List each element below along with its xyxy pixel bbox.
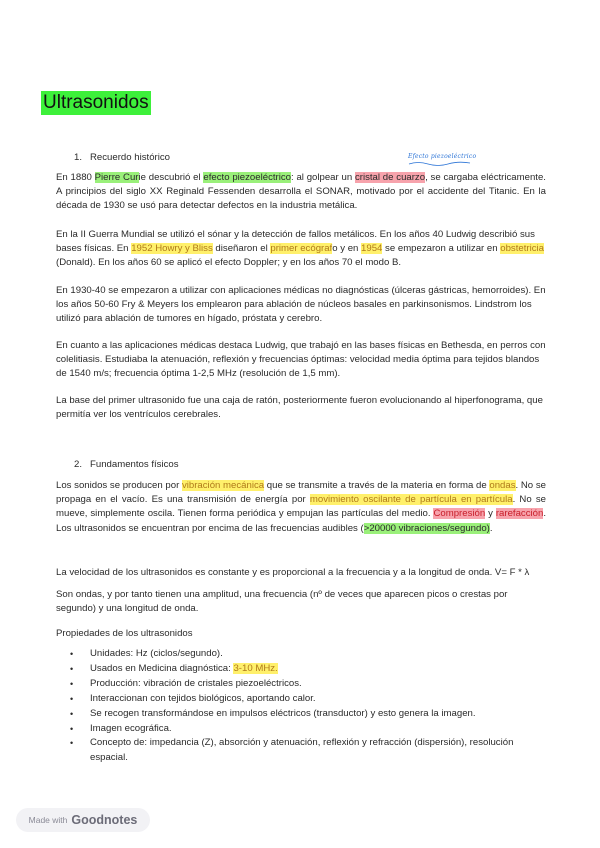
history-paragraph-3: En 1930-40 se empezaron a utilizar con aplicaciones médicas no diagnósticas (úlceras gástricas, hemorroides). En los años 50-60 Fry & Meyers los emplearon para ablación de núcleos basales en parkinsonismos. Lindstrom los utilizó para ablación de tumores en hígado, próstata y cerebro. xyxy=(56,285,546,325)
list-item-text: Producción: vibración de cristales piezoeléctricos. xyxy=(90,677,302,689)
list-item xyxy=(56,647,536,662)
bullet-icon: • xyxy=(70,738,74,749)
highlight-primer-ecografo: primer ecógraf xyxy=(270,243,333,255)
section-heading-physics xyxy=(74,458,179,471)
highlight-cristal-cuarzo: cristal de cuarzo xyxy=(354,172,426,183)
text: se empezaron a utilizar en xyxy=(382,243,501,255)
list-item xyxy=(56,722,536,737)
bullet-icon: • xyxy=(70,693,74,704)
bullet-icon: • xyxy=(70,678,74,689)
bullet-icon: • xyxy=(70,663,74,674)
highlight-vibracion-mecanica: vibración mecánica xyxy=(181,480,265,491)
history-paragraph-2 xyxy=(56,228,546,271)
text: . No se propaga en el vacío. Es una transmisión de energía por xyxy=(56,480,546,506)
history-paragraph-4: En cuanto a las aplicaciones médicas destaca Ludwig, que trabajó en las bases físicas en Bethesda, en perros con colelitiasis. Estudiaba la atenuación, reflexión y frecuencias óptimas: velocidad media óptima para tejidos blandos de 1540 m/s; frecuencia óptima 1-2,5 MHz (resolución de 1,5 mm). xyxy=(56,340,546,380)
text: , se cargaba eléctricamente. A principios del siglo XX Reginald Fessenden desarrolla el SONAR, motivado por el accidente del Titanic. En la década de 1930 se usó para detectar defectos en la industria metálica. xyxy=(56,172,546,212)
list-item-text: Se recogen transformándose en impulsos eléctricos (transductor) y esto genera la imagen. xyxy=(90,707,476,719)
highlight-obstetricia: obstetricia xyxy=(500,243,544,255)
text: diseñaron el xyxy=(212,243,271,255)
highlight-rarefaccion: rarefacción xyxy=(495,508,544,520)
physics-paragraph-3: Son ondas, y por tanto tienen una amplitud, una frecuencia (nº de veces que aparecen picos o crestas por segundo) y una longitud de onda. xyxy=(56,589,508,615)
text: o y en xyxy=(332,243,362,255)
text: . Los ultrasonidos se encuentran por encima de las frecuencias audibles ( xyxy=(56,508,546,534)
pen-stroke-icon xyxy=(408,161,472,167)
list-item xyxy=(56,677,536,692)
properties-list xyxy=(56,647,536,766)
highlight-1954: 1954 xyxy=(361,243,383,255)
bullet-icon: • xyxy=(70,723,74,734)
page-title: Ultrasonidos xyxy=(43,92,149,113)
text: y xyxy=(485,508,496,520)
list-item xyxy=(56,707,536,722)
text: . xyxy=(489,522,493,534)
text: ie descubrió el xyxy=(138,172,204,183)
history-paragraph-1 xyxy=(56,171,546,214)
section-number: 1. xyxy=(74,152,83,163)
text: (Donald). En los años 60 se aplicó el efecto Doppler; y en los años 70 el modo B. xyxy=(56,257,402,269)
goodnotes-logo-text: Goodnotes xyxy=(71,813,138,827)
section-title: Recuerdo histórico xyxy=(90,152,170,163)
bullet-icon: • xyxy=(70,708,74,719)
text: . No se mueve, simplemente oscila. Tienen forma periódica y empujan las partículas del medio. xyxy=(56,494,546,520)
highlight-3-10-mhz: 3-10 MHz. xyxy=(233,662,278,674)
list-item xyxy=(56,736,536,766)
section-heading-history xyxy=(74,151,170,164)
history-paragraph-5: La base del primer ultrasonido fue una caja de ratón, posteriormente fueron evolucionando al hiperfonograma, que permitía ver los ventrículos cerebrales. xyxy=(56,395,543,421)
handwritten-note-text: Efecto piezoeléctrico xyxy=(408,153,477,160)
physics-paragraph-1 xyxy=(56,479,546,536)
list-item-text: Imagen ecográfica. xyxy=(90,722,172,734)
section-number: 2. xyxy=(74,459,83,470)
list-item-text: Unidades: Hz (ciclos/segundo). xyxy=(90,648,223,659)
highlight-ondas: ondas xyxy=(489,480,516,491)
list-item xyxy=(56,692,536,707)
highlight-20000-vibraciones: >20000 vibraciones/segundo) xyxy=(363,522,490,534)
made-with-goodnotes-badge[interactable] xyxy=(16,808,150,832)
text: En la II Guerra Mundial se utilizó el sónar y la detección de fallos metálicos. En los años 40 Ludwig describió sus bases físicas. En xyxy=(56,229,535,255)
handwritten-note xyxy=(408,153,476,160)
text: En 1880 xyxy=(56,172,95,183)
list-item-text: Interaccionan con tejidos biológicos, aportando calor. xyxy=(90,692,316,704)
list-item-text: Usados en Medicina diagnóstica: xyxy=(90,662,234,674)
text: que se transmite a través de la materia en forma de xyxy=(264,480,490,491)
section-title: Fundamentos físicos xyxy=(90,459,179,470)
highlight-howry-bliss: 1952 Howry y Bliss xyxy=(131,243,213,255)
highlight-pierre-curie: Pierre Cur xyxy=(94,172,139,183)
list-item xyxy=(56,662,536,677)
bullet-icon: • xyxy=(70,649,74,659)
badge-made-with-text: Made with xyxy=(28,815,68,825)
text: : al golpear un xyxy=(291,172,355,183)
highlight-movimiento-oscilante: movimiento oscilante de partícula en partícula xyxy=(309,494,513,506)
properties-heading: Propiedades de los ultrasonidos xyxy=(56,628,193,639)
list-item-text: Concepto de: impedancia (Z), absorción y atenuación, reflexión y refracción (dispersión), resolución espacial. xyxy=(90,737,514,764)
highlight-efecto-piezoelectrico: efecto piezoeléctrico xyxy=(203,172,291,183)
physics-paragraph-2: La velocidad de los ultrasonidos es constante y es proporcional a la frecuencia y a la longitud de onda. V= F * λ xyxy=(56,567,530,578)
highlight-compresion: Compresión xyxy=(433,508,486,520)
text: Los sonidos se producen por xyxy=(56,480,182,491)
